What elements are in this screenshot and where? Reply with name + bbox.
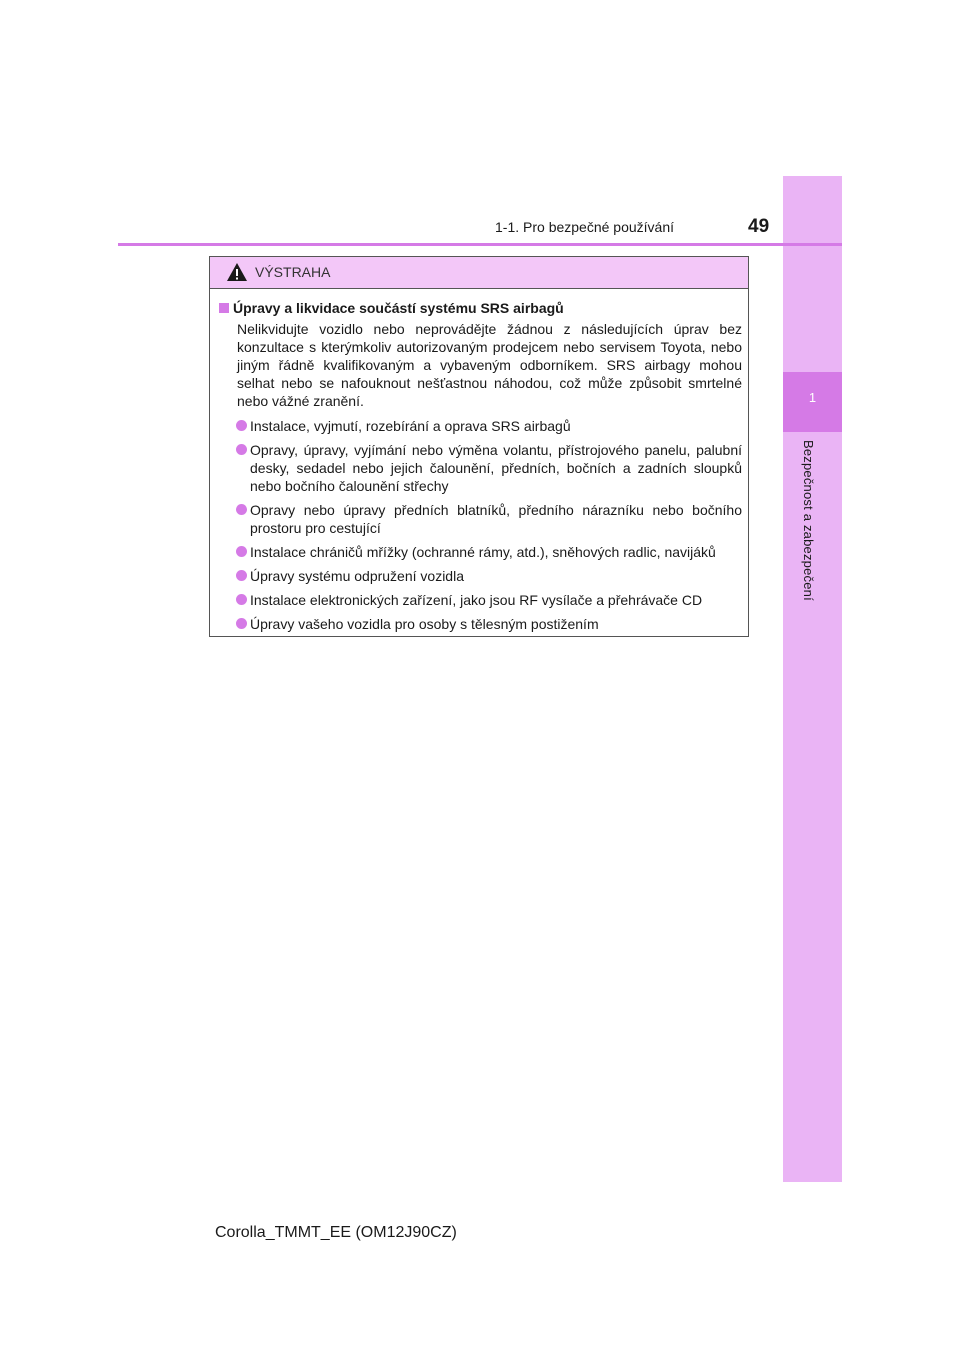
bullet-dot-icon	[236, 594, 247, 605]
warning-subheading-text: Úpravy a likvidace součástí systému SRS airbagů	[233, 300, 564, 316]
chapter-number: 1	[808, 390, 817, 405]
page-number: 49	[748, 216, 770, 237]
bullet-dot-icon	[236, 504, 247, 515]
list-item: Instalace, vyjmutí, rozebírání a oprava SRS airbagů	[219, 417, 742, 435]
warning-triangle-icon	[226, 262, 248, 282]
bullet-dot-icon	[236, 570, 247, 581]
warning-list	[219, 417, 742, 633]
header-rule	[118, 243, 842, 246]
bullet-dot-icon	[236, 444, 247, 455]
warning-header	[210, 257, 748, 289]
warning-intro: Nelikvidujte vozidlo nebo neprovádějte žádnou z následujících úprav bez konzultace s kterýmkoliv autorizovaným prodejcem nebo servisem Toyota, nebo jiným řádně kvalifikovaným a vybaveným odborníkem. SRS airbagy mohou selhat nebo se nafouknout nešťastnou náhodou, což může způsobit smrtelné nebo vážné zranění.	[237, 321, 742, 409]
bullet-dot-icon	[236, 618, 247, 629]
section-title: 1-1. Pro bezpečné používání	[495, 219, 675, 235]
bullet-dot-icon	[236, 420, 247, 431]
list-item: Instalace elektronických zařízení, jako jsou RF vysílače a přehrávače CD	[219, 591, 742, 609]
warning-label: VÝSTRAHA	[255, 264, 331, 280]
side-tab	[783, 176, 842, 1182]
warning-body	[210, 289, 748, 633]
list-item: Opravy, úpravy, vyjímání nebo výměna volantu, přístrojového panelu, palubní desky, sedadel nebo jejich čalounění, předních, bočních a zadních sloupků nebo bočního čalounění střechy	[219, 441, 742, 495]
list-item: Instalace chráničů mřížky (ochranné rámy, atd.), sněhových radlic, navijáků	[219, 543, 742, 561]
footer-model-code: Corolla_TMMT_EE (OM12J90CZ)	[215, 1224, 457, 1241]
list-item: Úpravy vašeho vozidla pro osoby s tělesným postižením	[219, 615, 742, 633]
warning-subheading	[219, 299, 742, 317]
chapter-title: Bezpečnost a zabezpečení	[801, 440, 816, 601]
list-item: Opravy nebo úpravy předních blatníků, předního nárazníku nebo bočního prostoru pro cestující	[219, 501, 742, 537]
square-bullet-icon	[219, 303, 229, 313]
bullet-dot-icon	[236, 546, 247, 557]
warning-box	[209, 256, 749, 637]
list-item: Úpravy systému odpružení vozidla	[219, 567, 742, 585]
